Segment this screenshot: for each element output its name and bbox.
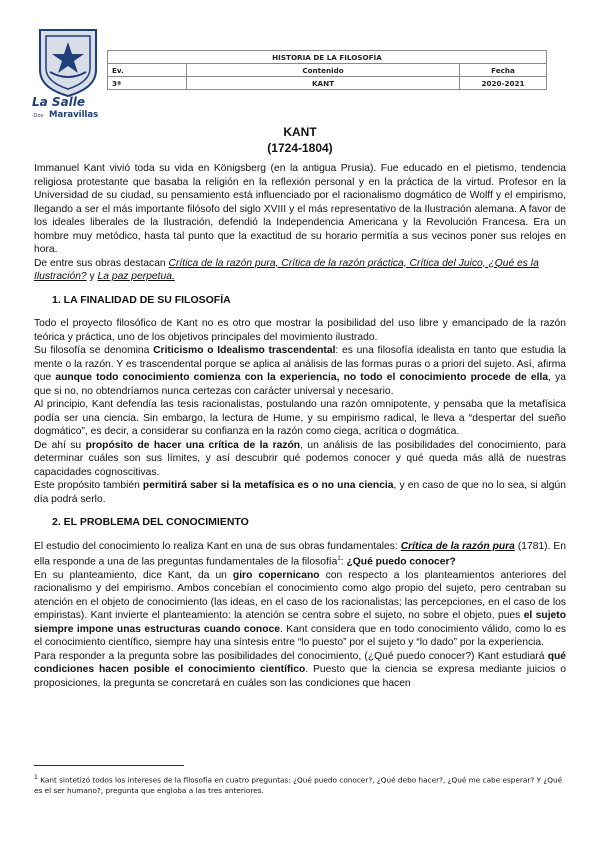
document-body	[34, 162, 566, 690]
s2-p2: En su planteamiento, dice Kant, da un giro copernicano con respecto a los planteamientos anteriores del racionalismo y del empirismo. Ambos concebían el conocimiento como algo propio del sujeto, pero centraban su atención en el objeto de conocimiento (las ideas, en el caso de los racionalistas; las percepciones, en el caso de los empiristas). Kant invierte el planteamiento: la atención se centra sobre el sujeto, no sobre el objeto, pues el sujeto siempre impone unas estructuras cuando conoce. Kant considera que en todo conocimiento válido, como lo es el conocimiento científico, siempre hay una síntesis entre “lo puesto” por el sujeto y “lo dado” por la experiencia.	[34, 569, 566, 649]
section-1-heading: 1. LA FINALIDAD DE SU FILOSOFÍA	[52, 293, 231, 306]
s2-p1: El estudio del conocimiento lo realiza Kant en una de sus obras fundamentales: Crítica de la razón pura (1781). En ella responde a una de las preguntas fundamentales de la filosofía$^1$: ¿Qué puedo conocer?	[34, 540, 566, 568]
col-date-header: Fecha	[460, 64, 547, 77]
ev-value: 3ª	[108, 77, 187, 90]
school-logo	[30, 26, 106, 120]
works-conj: y	[86, 271, 98, 282]
col-content-header: Contenido	[187, 64, 460, 77]
logo-line2: Maravillas	[49, 110, 99, 120]
document-title: KANT	[283, 125, 317, 139]
s2-p3: Para responder a la pregunta sobre las posibilidades del conocimiento, (¿Qué puedo conocer?) Kant estudiará qué condiciones hacen posible el conocimiento científico. Puesto que la ciencia se expresa mediante juicios o proposiciones, la pregunta se concretará en cuáles son las condiciones que hacen	[34, 650, 566, 689]
intro-paragraph: Immanuel Kant vivió toda su vida en Königsberg (en la antigua Prusia). Fue educado en el pietismo, tendencia religiosa protestante que basaba la religión en la reflexión personal y en la práctica de la virtud. Profesor en la Universidad de su ciudad, su pensamiento está influenciado por el racionalismo dogmático de Wolff y el empirismo, llegando a ser el más importante filósofo del siglo XVIII y el más representativo de la Ilustración alemana. A favor de los ideales liberales de la Ilustración, defendió la Independencia Americana y la Revolución Francesa. Era un hombre muy metódico, hasta tal punto que la exactitud de su horario permitía a sus vecinos poner sus relojes en hora.	[34, 163, 566, 255]
logo-line1: La Salle	[32, 95, 86, 109]
s1-p3: Al principio, Kant defendía las tesis racionalistas, postulando una razón omnipotente, y pensaba que la metafísica podía ser una ciencia. Sin embargo, la lectura de Hume, y su empirismo radical, le lleva a “despertar del sueño dogmático”, es decir, a considerar su confianza en la razón como ciega, acrítica o dogmática.	[34, 399, 566, 437]
shield-icon	[40, 30, 96, 96]
works-lead: De entre sus obras destacan	[34, 257, 169, 269]
course-header-table	[107, 50, 547, 90]
footnote	[34, 772, 566, 796]
footnote-text: Kant sintetizó todos los intereses de la filosofía en cuatro preguntas: ¿Qué puedo conocer?, ¿Qué debo hacer?, ¿Qué me cabe esperar? Y ¿Qué es el ser humano?, pregunta que engloba a las tres anteriores.	[34, 775, 563, 796]
s1-p2: Su filosofía se denomina Criticismo o Idealismo trascendental: es una filosofía idealista en tanto que estudia la mente o la razón. Y es trascendental porque se aplica al análisis de las formas puras o a priori del sujeto. Así, afirma que aunque todo conocimiento comienza con la experiencia, no todo el conocimiento procede de ella, ya que si no, no obtendríamos nunca certezas con carácter universal y necesario.	[34, 345, 567, 397]
document-years: (1724-1804)	[267, 141, 333, 155]
footnote-number: 1	[34, 774, 38, 781]
footnote-divider	[34, 765, 184, 766]
footnote-ref[interactable]: 1	[337, 556, 341, 562]
logo-small: ·Dos·	[32, 113, 45, 119]
s1-p5: Este propósito también permitirá saber si la metafísica es o no una ciencia, y en caso de que no lo sea, si algún día podrá serlo.	[34, 480, 566, 505]
s1-p4: De ahí su propósito de hacer una crítica de la razón, un análisis de las posibilidades del conocimiento, para determinar cuáles son sus límites, y así descubrir qué podemos conocer y qué queda más allá de nuestras capacidades cognoscitivas.	[34, 439, 567, 478]
subject-cell: HISTORIA DE LA FILOSOFÍA	[108, 51, 547, 64]
date-value: 2020-2021	[460, 77, 547, 90]
works-last: La paz perpetua.	[97, 271, 175, 282]
s1-p1: Todo el proyecto filosófico de Kant no es otro que mostrar la posibilidad del uso libre y emancipado de la razón teórica y práctica, uno de los objetivos principales del movimiento ilustrado.	[34, 318, 566, 343]
col-ev-header: Ev.	[108, 64, 187, 77]
works-list: Crítica de la razón pura, Crítica de la razón práctica, Crítica del Juico, ¿Qué es la Ilustración?	[34, 257, 539, 282]
section-2-heading: 2. EL PROBLEMA DEL CONOCIMIENTO	[52, 516, 249, 528]
works-paragraph	[34, 257, 566, 284]
content-value: KANT	[187, 77, 460, 90]
